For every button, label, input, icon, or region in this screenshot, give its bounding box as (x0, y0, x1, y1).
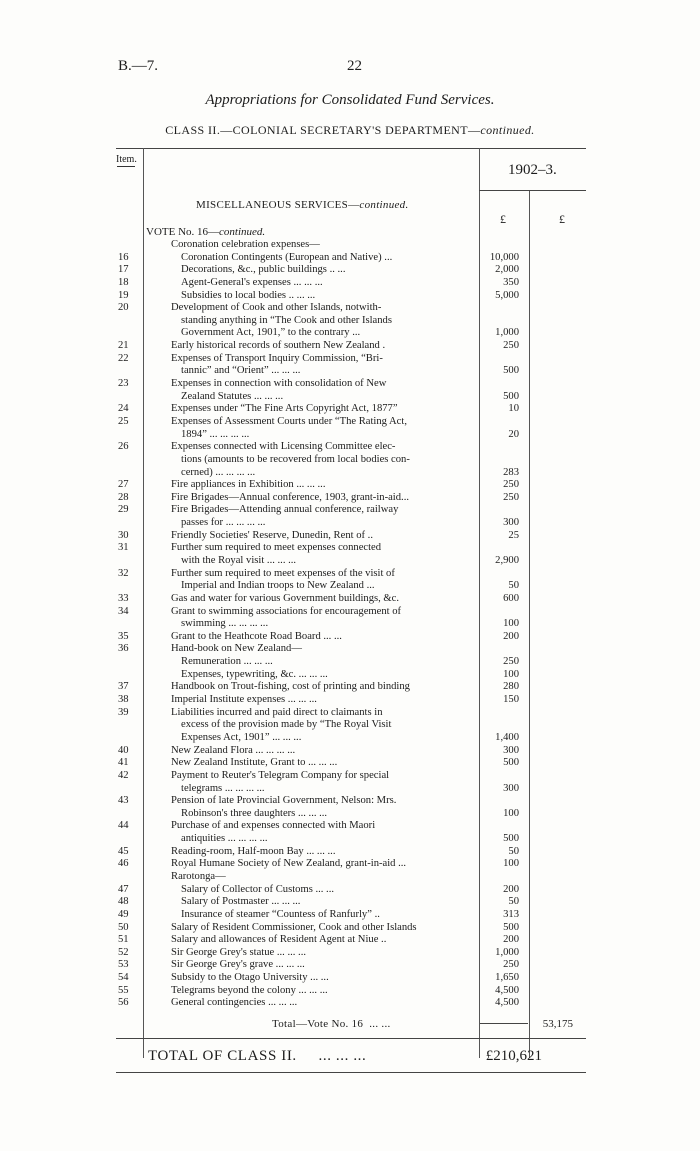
table-row (0, 745, 700, 757)
item-column-header: Item. (116, 154, 137, 165)
item-description: Remuneration ... ... ... (181, 656, 273, 668)
table-row (0, 315, 700, 327)
item-amount: 1,000 (495, 946, 519, 958)
item-amount: 100 (503, 618, 519, 630)
item-description: Purchase of and expenses connected with Maori (171, 820, 376, 832)
table-row (0, 719, 700, 731)
item-description: Telegrams beyond the colony ... ... ... (171, 984, 328, 996)
item-amount: 283 (503, 466, 519, 478)
item-description: Pension of late Provincial Government, Nelson: Mrs. (171, 795, 397, 807)
page-title: Appropriations for Consolidated Fund Services. (205, 92, 495, 108)
table-row (0, 277, 700, 289)
item-description: Salary and allowances of Resident Agent at Niue .. (171, 934, 387, 946)
item-description: Government Act, 1901,” to the contrary ... (181, 327, 361, 339)
item-description: Decorations, &c., public buildings .. ... (181, 264, 346, 276)
item-number: 35 (118, 630, 129, 642)
total-vote-label: Total—Vote No. 16 (272, 1018, 364, 1030)
table-row (0, 997, 700, 1009)
item-description: Salary of Collector of Customs ... ... (181, 883, 335, 895)
total-class-amount: £210,621 (485, 1048, 542, 1064)
item-amount: 50 (508, 845, 519, 857)
section-title (196, 199, 409, 211)
item-number: 43 (118, 795, 129, 807)
item-number: 45 (118, 845, 129, 857)
item-description: Sir George Grey's grave ... ... ... (171, 959, 305, 971)
vote-heading-continued: continued. (219, 226, 266, 238)
item-number: 27 (118, 479, 129, 491)
item-description: swimming ... ... ... ... (181, 618, 269, 630)
item-number: 32 (118, 567, 129, 579)
item-description: antiquities ... ... ... ... (181, 833, 268, 845)
table-row (0, 391, 700, 403)
item-description: standing anything in “The Cook and other Islands (181, 314, 392, 326)
table-row (0, 264, 700, 276)
item-amount: 4,500 (495, 984, 519, 996)
item-number: 26 (118, 441, 129, 453)
item-number: 28 (118, 491, 129, 503)
item-amount: 500 (503, 921, 519, 933)
item-description: Hand-book on New Zealand— (171, 643, 302, 655)
item-number: 25 (118, 415, 129, 427)
item-description: Further sum required to meet expenses of the visit of (171, 567, 395, 579)
item-description: Reading-room, Half-moon Bay ... ... ... (171, 845, 336, 857)
item-description: Imperial Institute expenses ... ... ... (171, 694, 317, 706)
item-description: Fire Brigades—Attending annual conference, railway (171, 504, 399, 516)
class-title-continued: continued. (480, 123, 535, 137)
item-number: 56 (118, 997, 129, 1009)
item-amount: 1,000 (495, 327, 519, 339)
item-number: 41 (118, 757, 129, 769)
vote-subtotal-rule (480, 1023, 528, 1024)
class-title-main: CLASS II.—COLONIAL SECRETARY'S DEPARTMENT— (165, 123, 481, 137)
item-number: 20 (118, 302, 129, 314)
item-amount: 500 (503, 390, 519, 402)
item-description: Early historical records of southern New Zealand . (171, 340, 386, 352)
item-number: 29 (118, 504, 129, 516)
item-description: Royal Humane Society of New Zealand, grant-in-aid ... (171, 858, 407, 870)
item-description: Subsidies to local bodies .. ... ... (181, 289, 316, 301)
table-row (0, 833, 700, 845)
item-number: 21 (118, 340, 129, 352)
table-row (0, 959, 700, 971)
table-row (0, 757, 700, 769)
item-description: Insurance of steamer “Countess of Ranfurly” .. (181, 908, 380, 920)
table-row (0, 555, 700, 567)
table-row (0, 467, 700, 479)
item-description: Robinson's three daughters ... ... ... (181, 807, 328, 819)
table-row (0, 681, 700, 693)
item-header-dash (117, 166, 135, 167)
table-row (0, 808, 700, 820)
item-number: 37 (118, 681, 129, 693)
item-description: Expenses of Transport Inquiry Commission, “Bri- (171, 352, 383, 364)
currency-symbol-total: £ (559, 212, 565, 226)
item-amount: 300 (503, 517, 519, 529)
item-amount: 300 (503, 782, 519, 794)
item-number: 36 (118, 643, 129, 655)
vote-heading-main: VOTE No. 16— (146, 226, 220, 238)
item-description: Grant to swimming associations for encouragement of (171, 605, 402, 617)
item-description: Imperial and Indian troops to New Zealand ... (181, 580, 375, 592)
item-description: General contingencies ... ... ... (171, 997, 298, 1009)
table-row (0, 643, 700, 655)
item-description: Coronation celebration expenses— (171, 239, 320, 250)
item-number: 22 (118, 352, 129, 364)
item-amount: 313 (503, 908, 519, 920)
section-title-main: MISCELLANEOUS SERVICES— (196, 199, 360, 211)
item-description: Liabilities incurred and paid direct to claimants in (171, 706, 383, 718)
item-description: passes for ... ... ... ... (181, 517, 266, 529)
item-number: 50 (118, 921, 129, 933)
year-header: 1902–3. (508, 162, 557, 178)
item-description: Rarotonga— (171, 871, 226, 882)
table-row (0, 416, 700, 428)
currency-symbol-items: £ (500, 212, 506, 226)
item-description: Subsidy to the Otago University ... ... (171, 972, 329, 984)
item-amount: 20 (508, 428, 519, 440)
table-row (0, 340, 700, 352)
item-amount: 5,000 (495, 289, 519, 301)
item-amount: 250 (503, 656, 519, 668)
item-description: Expenses connected with Licensing Committee elec- (171, 441, 396, 453)
item-amount: 200 (503, 883, 519, 895)
item-number: 47 (118, 883, 129, 895)
item-description: Grant to the Heathcote Road Board ... ... (171, 630, 342, 642)
item-amount: 2,900 (495, 555, 519, 566)
item-description: tannic” and “Orient” ... ... ... (181, 365, 301, 377)
item-number: 24 (118, 403, 129, 415)
table-row (0, 783, 700, 795)
table-row (0, 504, 700, 516)
item-description: Sir George Grey's statue ... ... ... (171, 946, 306, 958)
item-description: Expenses of Assessment Courts under “The Rating Act, (171, 415, 407, 427)
item-number: 39 (118, 706, 129, 718)
page-number: 22 (347, 58, 362, 74)
item-amount: 50 (508, 580, 519, 592)
table-row (0, 593, 700, 605)
item-amount: 50 (508, 896, 519, 908)
item-description: Expenses Act, 1901” ... ... ... (181, 731, 302, 743)
class-title (0, 123, 700, 138)
item-description: Expenses in connection with consolidation of New (171, 378, 387, 390)
table-row (0, 732, 700, 744)
total-class-line (148, 1048, 366, 1065)
item-description: Expenses under “The Fine Arts Copyright Act, 1877” (171, 403, 398, 415)
item-description: Further sum required to meet expenses connected (171, 542, 382, 554)
table-row (0, 454, 700, 466)
table-row (0, 492, 700, 504)
item-description: Expenses, typewriting, &c. ... ... ... (181, 668, 328, 680)
table-row (0, 365, 700, 377)
table-row (0, 441, 700, 453)
item-number: 30 (118, 529, 129, 541)
item-number: 42 (118, 769, 129, 781)
item-description: Coronation Contingents (European and Native) ... (181, 251, 393, 263)
total-vote-amount: 53,175 (542, 1018, 573, 1030)
item-number: 53 (118, 959, 129, 971)
item-amount: 25 (508, 529, 519, 541)
table-row (0, 947, 700, 959)
item-number: 31 (118, 542, 129, 554)
item-number: 55 (118, 984, 129, 996)
item-amount: 200 (503, 934, 519, 946)
table-row (0, 707, 700, 719)
table-row (0, 909, 700, 921)
table-row (0, 858, 700, 870)
table-row (0, 606, 700, 618)
total-vote-dots: ... ... (369, 1018, 391, 1030)
item-description: Payment to Reuter's Telegram Company for special (171, 769, 390, 781)
item-number: 46 (118, 858, 129, 870)
item-amount: 100 (503, 858, 519, 870)
item-number: 44 (118, 820, 129, 832)
table-row (0, 302, 700, 314)
item-amount: 100 (503, 668, 519, 680)
table-row (0, 239, 700, 251)
item-amount: 100 (503, 807, 519, 819)
item-amount: 4,500 (495, 997, 519, 1009)
vote-heading (146, 226, 265, 238)
item-number: 38 (118, 694, 129, 706)
item-amount: 600 (503, 592, 519, 604)
table-row (0, 656, 700, 668)
table-row (0, 770, 700, 782)
item-amount: 1,650 (495, 972, 519, 984)
item-description: telegrams ... ... ... ... (181, 782, 265, 794)
item-description: excess of the provision made by “The Royal Visit (181, 719, 392, 731)
table-row (0, 934, 700, 946)
item-amount: 250 (503, 959, 519, 971)
item-amount: 150 (503, 694, 519, 706)
item-amount: 500 (503, 833, 519, 845)
item-description: New Zealand Institute, Grant to ... ... ... (171, 757, 338, 769)
item-amount: 500 (503, 757, 519, 769)
total-class-label: TOTAL OF CLASS II. (148, 1048, 297, 1064)
item-description: with the Royal visit ... ... ... (181, 555, 297, 566)
item-amount: 350 (503, 276, 519, 288)
item-amount: 200 (503, 630, 519, 642)
total-class-dots: ... ... ... (318, 1048, 367, 1064)
section-title-continued: continued. (359, 199, 409, 211)
item-amount: 300 (503, 744, 519, 756)
item-description: Development of Cook and other Islands, notwith- (171, 302, 382, 314)
item-number: 18 (118, 276, 129, 288)
class-total-bottom-rule (116, 1072, 586, 1073)
table-row (0, 353, 700, 365)
year-rule (479, 190, 586, 191)
item-number: 40 (118, 744, 129, 756)
table-row (0, 795, 700, 807)
table-row (0, 542, 700, 554)
document-code: B.—7. (118, 58, 159, 74)
table-row (0, 846, 700, 858)
item-number: 48 (118, 896, 129, 908)
item-amount: 250 (503, 340, 519, 352)
item-description: 1894” ... ... ... ... (181, 428, 250, 440)
item-description: Friendly Societies' Reserve, Dunedin, Rent of .. (171, 529, 373, 541)
item-description: tions (amounts to be recovered from local bodies con- (181, 453, 410, 465)
table-row (0, 871, 700, 883)
table-row (0, 403, 700, 415)
table-row (0, 820, 700, 832)
item-number: 54 (118, 972, 129, 984)
table-row (0, 972, 700, 984)
table-row (0, 290, 700, 302)
item-description: New Zealand Flora ... ... ... ... (171, 744, 296, 756)
item-number: 51 (118, 934, 129, 946)
item-amount: 2,000 (495, 264, 519, 276)
item-number: 19 (118, 289, 129, 301)
item-number: 17 (118, 264, 129, 276)
table-row (0, 580, 700, 592)
item-amount: 250 (503, 479, 519, 491)
item-amount: 10 (508, 403, 519, 415)
table-top-rule (116, 148, 586, 149)
table-row (0, 618, 700, 630)
item-number: 33 (118, 592, 129, 604)
item-amount: 1,400 (495, 731, 519, 743)
table-row (0, 631, 700, 643)
item-description: Salary of Postmaster ... ... ... (181, 896, 301, 908)
item-description: Agent-General's expenses ... ... ... (181, 276, 323, 288)
item-description: Zealand Statutes ... ... ... (181, 390, 284, 402)
table-row (0, 378, 700, 390)
total-vote-line (272, 1018, 391, 1030)
table-row (0, 922, 700, 934)
item-number: 16 (118, 251, 129, 263)
table-row (0, 985, 700, 997)
item-amount: 10,000 (489, 251, 519, 263)
table-row (0, 568, 700, 580)
table-row (0, 252, 700, 264)
item-number: 52 (118, 946, 129, 958)
item-number: 23 (118, 378, 129, 390)
class-total-top-rule (116, 1038, 586, 1039)
item-description: Fire appliances in Exhibition ... ... ... (171, 479, 326, 491)
item-description: cerned) ... ... ... ... (181, 466, 256, 478)
table-row (0, 517, 700, 529)
table-row (0, 669, 700, 681)
table-row (0, 429, 700, 441)
table-row (0, 694, 700, 706)
item-number: 34 (118, 605, 129, 617)
item-description: Salary of Resident Commissioner, Cook and other Islands (171, 921, 417, 933)
item-description: Gas and water for various Government buildings, &c. (171, 592, 400, 604)
table-row (0, 327, 700, 339)
table-row (0, 896, 700, 908)
item-description: Fire Brigades—Annual conference, 1903, grant-in-aid... (171, 491, 409, 503)
table-row (0, 530, 700, 542)
item-number: 49 (118, 908, 129, 920)
item-amount: 280 (503, 681, 519, 693)
item-amount: 500 (503, 365, 519, 377)
table-row (0, 884, 700, 896)
item-amount: 250 (503, 491, 519, 503)
table-row (0, 479, 700, 491)
item-description: Handbook on Trout-fishing, cost of printing and binding (171, 681, 410, 693)
